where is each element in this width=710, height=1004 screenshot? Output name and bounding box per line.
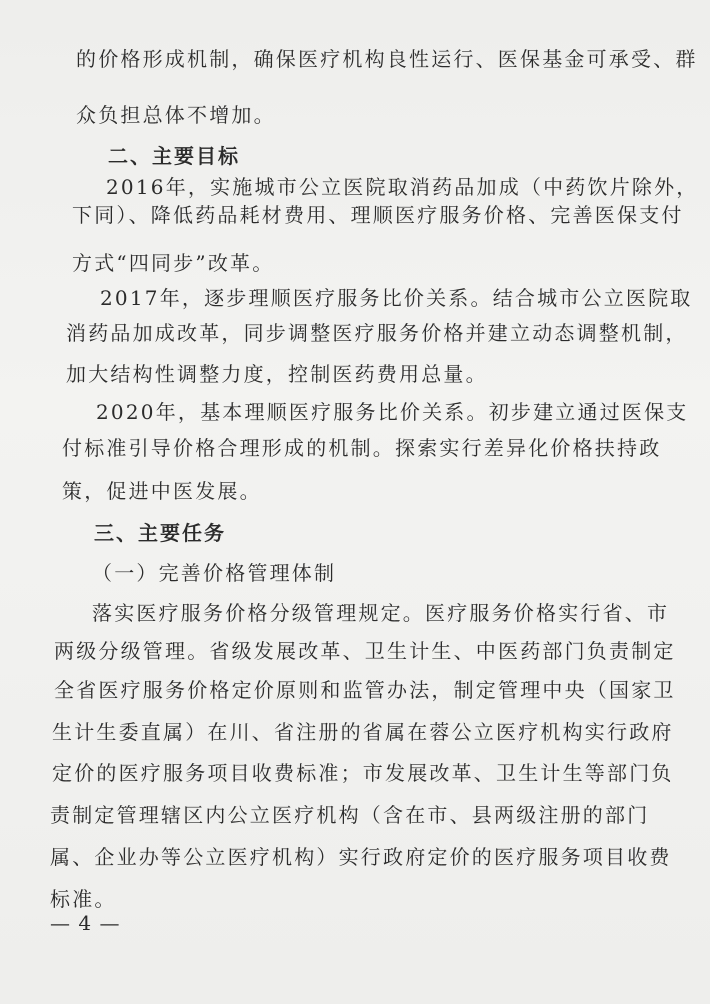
page-number: — 4 — [50,911,121,935]
text-line: 生计生委直属）在川、省注册的省属在蓉公立医疗机构实行政府 [52,720,674,744]
text-line: 全省医疗服务价格定价原则和监管办法，制定管理中央（国家卫 [54,678,676,702]
text-line: 责制定管理辖区内公立医疗机构（含在市、县两级注册的部门 [50,803,650,827]
subsection-heading: （一）完善价格管理体制 [92,561,337,585]
section-heading: 三、主要任务 [94,521,226,545]
text-line: 2017年，逐步理顺医疗服务比价关系。结合城市公立医院取 [100,286,693,310]
text-line: 策，促进中医发展。 [62,479,262,503]
text-line: 加大结构性调整力度，控制医药费用总量。 [66,362,488,386]
text-line: 方式“四同步”改革。 [72,251,275,275]
text-line: 落实医疗服务价格分级管理规定。医疗服务价格实行省、市 [92,601,670,625]
text-line: 的价格形成机制，确保医疗机构良性运行、医保基金可承受、群 [76,47,698,71]
text-line: 定价的医疗服务项目收费标准；市发展改革、卫生计生等部门负 [52,761,674,785]
text-line: 标准。 [50,887,117,911]
text-line: 两级分级管理。省级发展改革、卫生计生、中医药部门负责制定 [54,639,676,663]
section-heading: 二、主要目标 [108,144,240,168]
text-line: 属、企业办等公立医疗机构）实行政府定价的医疗服务项目收费 [50,845,672,869]
text-line: 下同）、降低药品耗材费用、理顺医疗服务价格、完善医保支付 [72,203,684,227]
text-line: 2016年，实施城市公立医院取消药品加成（中药饮片除外， [106,175,699,199]
text-line: 付标准引导价格合理形成的机制。探索实行差异化价格扶持政 [62,436,662,460]
text-line: 2020年，基本理顺医疗服务比价关系。初步建立通过医保支 [96,400,689,424]
text-line: 众负担总体不增加。 [76,103,276,127]
text-line: 消药品加成改革，同步调整医疗服务价格并建立动态调整机制， [66,321,688,345]
